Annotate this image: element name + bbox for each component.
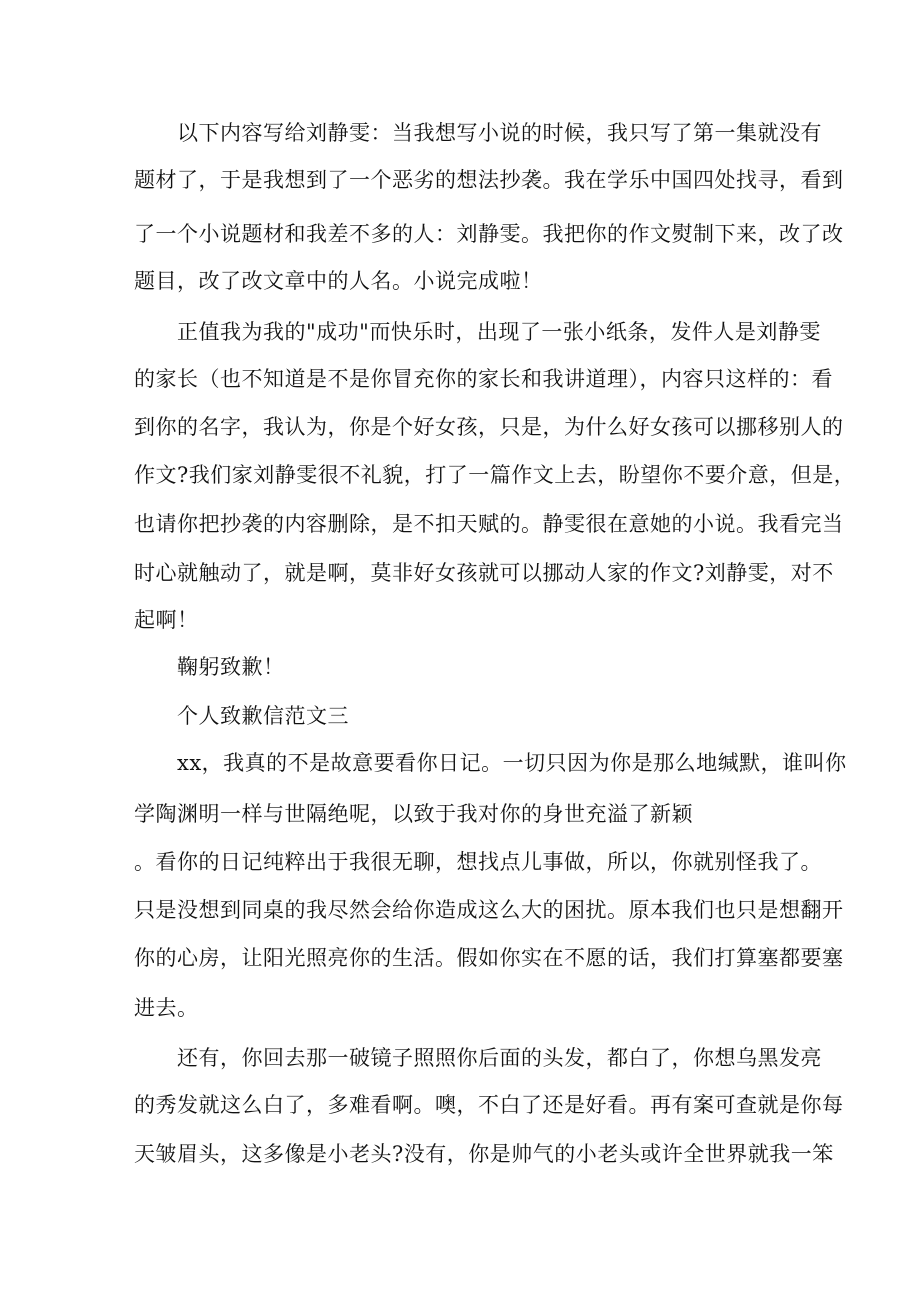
paragraph-line: 的家长（也不知道是不是你冒充你的家长和我讲道理），内容只这样的：看 — [134, 367, 833, 391]
paragraph-line: 题材了，于是我想到了一个恶劣的想法抄袭。我在学乐中国四处找寻，看到 — [134, 168, 844, 192]
paragraph-line: 也请你把抄袭的内容删除，是不扣天赋的。静雯很在意她的小说。我看完当 — [134, 512, 844, 536]
paragraph-line: 的秀发就这么白了，多难看啊。噢，不白了还是好看。再有案可查就是你每 — [134, 1093, 844, 1117]
paragraph-line: 起啊！ — [134, 608, 199, 632]
paragraph-line: 还有，你回去那一破镜子照照你后面的头发，都白了，你想乌黑发亮 — [177, 1046, 822, 1070]
paragraph-line: 你的心房，让阳光照亮你的生活。假如你实在不愿的话，我们打算塞都要塞 — [134, 946, 844, 970]
paragraph-line: 作文?我们家刘静雯很不礼貌，打了一篇作文上去，盼望你不要介意，但是， — [134, 463, 856, 487]
paragraph-line: 了一个小说题材和我差不多的人：刘静雯。我把你的作文熨制下来，改了改 — [134, 222, 844, 246]
paragraph-line: 学陶渊明一样与世隔绝呢，以致于我对你的身世充溢了新颖 — [134, 802, 693, 826]
paragraph-line: 题目，改了改文章中的人名。小说完成啦！ — [134, 269, 543, 293]
paragraph-line: 天皱眉头，这多像是小老头?没有，你是帅气的小老头或许全世界就我一笨 — [134, 1142, 834, 1166]
section-title: 个人致歉信范文三 — [177, 704, 349, 728]
paragraph-line: 到你的名字，我认为，你是个好女孩，只是，为什么好女孩可以挪移别人的 — [134, 415, 844, 439]
paragraph-line: 正值我为我的"成功"而快乐时，出现了一张小纸条，发件人是刘静雯 — [177, 320, 821, 344]
paragraph-line: 。看你的日记纯粹出于我很无聊，想找点儿事做，所以，你就别怪我了。 — [134, 850, 822, 874]
paragraph-line: 以下内容写给刘静雯：当我想写小说的时候，我只写了第一集就没有 — [177, 121, 822, 145]
paragraph-line: 时心就触动了，就是啊，莫非好女孩就可以挪动人家的作文?刘静雯，对不 — [134, 561, 834, 585]
closing-line: 鞠躬致歉！ — [177, 655, 285, 679]
paragraph-line: xx，我真的不是故意要看你日记。一切只因为你是那么地缄默，谁叫你 — [177, 751, 847, 775]
paragraph-line: 进去。 — [134, 996, 199, 1020]
paragraph-line: 只是没想到同桌的我尽然会给你造成这么大的困扰。原本我们也只是想翻开 — [134, 898, 844, 922]
